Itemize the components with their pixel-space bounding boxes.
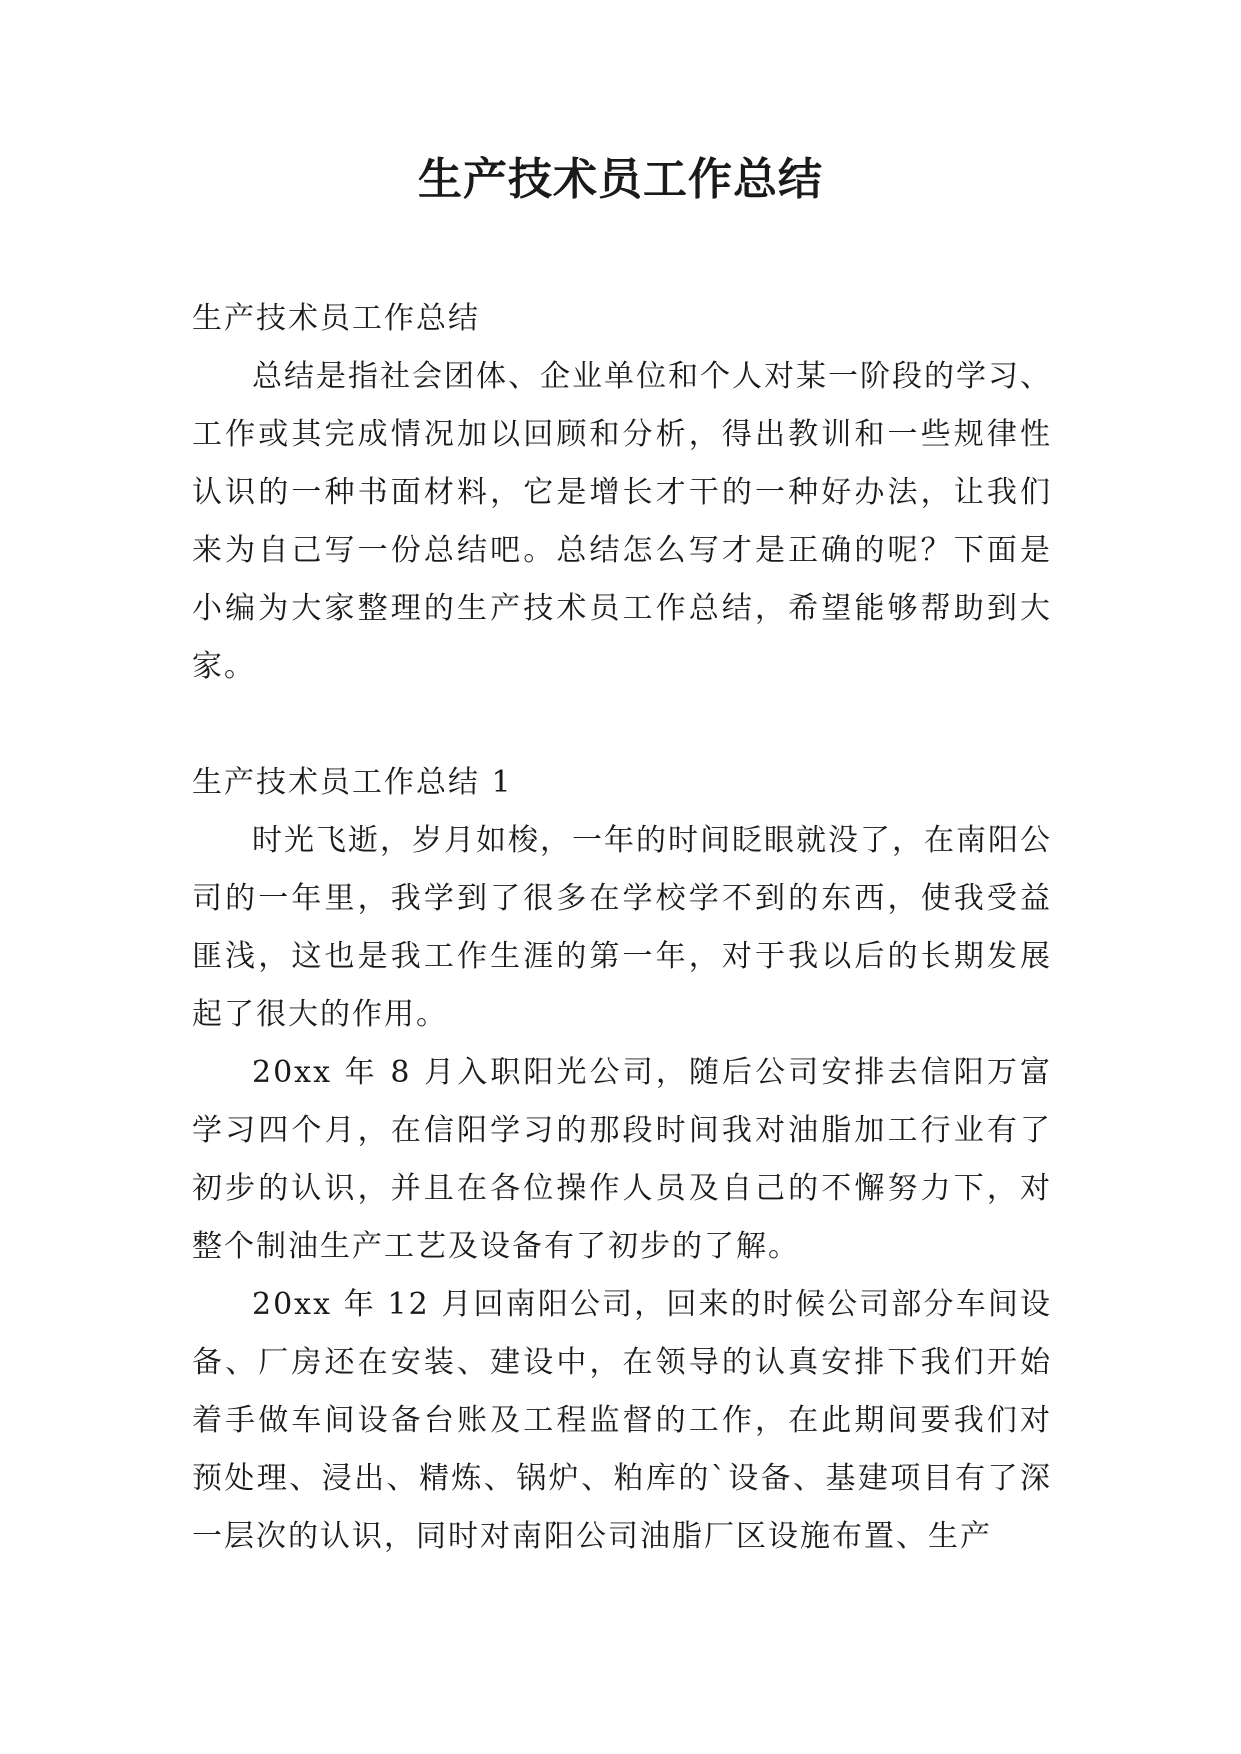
document-title: 生产技术员工作总结 — [418, 154, 823, 205]
section-1-heading: 生产技术员工作总结 1 — [192, 765, 513, 800]
section-spacer — [192, 696, 1052, 754]
section-1-paragraph-3: 20xx 年 12 月回南阳公司，回来的时候公司部分车间设备、厂房还在安装、建设中，在领导的认真安排下我们开始着手做车间设备台账及工程监督的工作，在此期间要我们对预处理、浸出、精炼、锅炉、粕库的`设备、基建项目有了深一层次的认识，同时对南阳公司油脂厂区设施布置、生产 — [192, 1287, 1052, 1554]
section-1-paragraph-2: 20xx 年 8 月入职阳光公司，随后公司安排去信阳万富学习四个月，在信阳学习的那段时间我对油脂加工行业有了初步的认识，并且在各位操作人员及自己的不懈努力下，对整个制油生产工艺及设备有了初步的了解。 — [192, 1055, 1052, 1264]
intro-paragraph: 总结是指社会团体、企业单位和个人对某一阶段的学习、工作或其完成情况加以回顾和分析，得出教训和一些规律性认识的一种书面材料，它是增长才干的一种好办法，让我们来为自己写一份总结吧。总结怎么写才是正确的呢？下面是小编为大家整理的生产技术员工作总结，希望能够帮助到大家。 — [192, 359, 1052, 684]
document-body — [192, 290, 1052, 1566]
intro-heading: 生产技术员工作总结 — [192, 301, 480, 336]
section-1-paragraph-1: 时光飞逝，岁月如梭，一年的时间眨眼就没了，在南阳公司的一年里，我学到了很多在学校学不到的东西，使我受益匪浅，这也是我工作生涯的第一年，对于我以后的长期发展起了很大的作用。 — [192, 823, 1052, 1032]
